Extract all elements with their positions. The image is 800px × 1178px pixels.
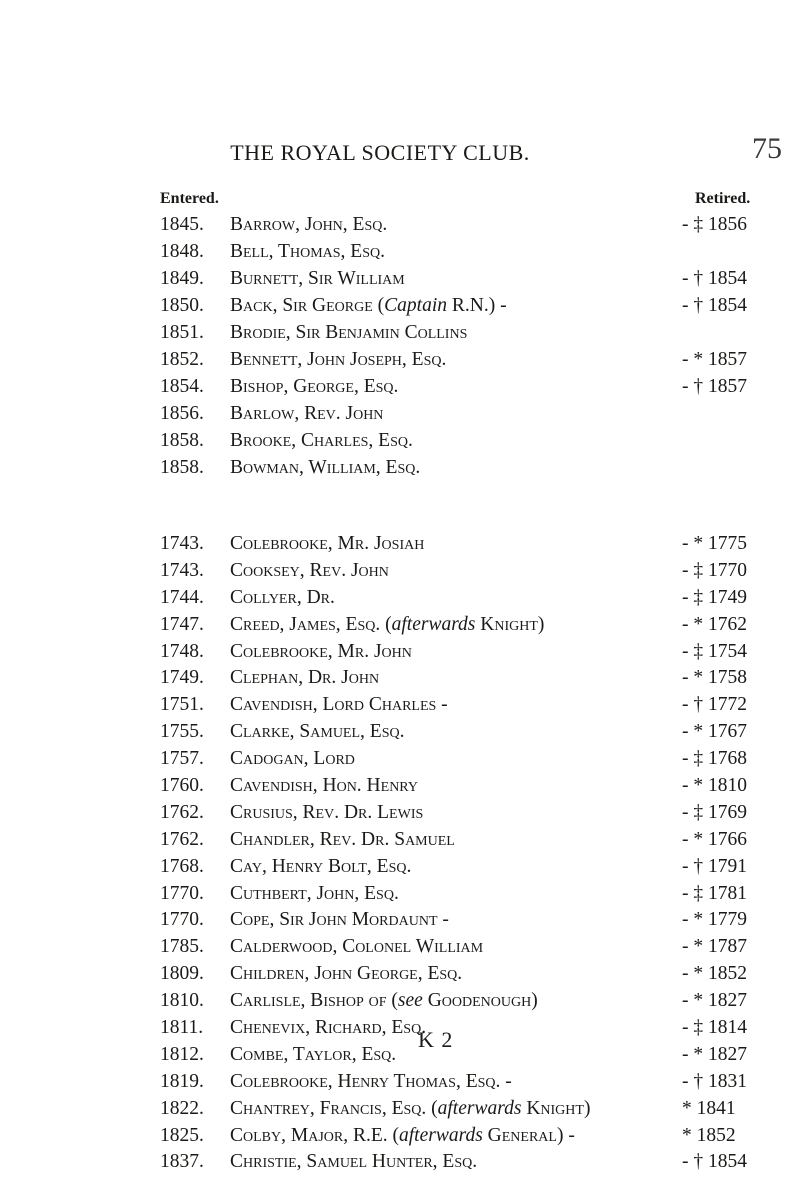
member-entry (160, 1044, 760, 1071)
entered-year: 1748. (160, 640, 204, 662)
retired-year: - † 1854 (682, 1151, 747, 1173)
member-entry (160, 856, 760, 883)
member-entry (160, 748, 760, 775)
retired-year: - ‡ 1769 (682, 801, 747, 823)
retired-year: * 1841 (682, 1097, 736, 1119)
member-name: Barrow, John, Esq. (230, 214, 388, 235)
entered-year: 1811. (160, 1017, 204, 1039)
entered-year: 1849. (160, 268, 204, 289)
retired-year: - ‡ 1781 (682, 882, 747, 904)
retired-year: - † 1772 (682, 694, 747, 716)
member-entry (160, 883, 760, 910)
member-name: Clephan, Dr. John (230, 667, 380, 689)
member-name: Carlisle, Bishop of (see Goodenough) (230, 990, 538, 1012)
member-entry (160, 641, 760, 668)
member-entry (160, 322, 760, 349)
member-entry (160, 990, 760, 1017)
entered-year: 1810. (160, 990, 204, 1012)
retired-year: - ‡ 1754 (682, 640, 747, 662)
entered-year: 1755. (160, 721, 204, 743)
entered-year: 1743. (160, 533, 204, 554)
entered-year: 1822. (160, 1097, 204, 1119)
entered-year: 1743. (160, 559, 204, 581)
member-name: Collyer, Dr. (230, 586, 335, 608)
entered-year: 1852. (160, 349, 204, 370)
member-name: Cavendish, Lord Charles - (230, 694, 448, 716)
member-entry (160, 829, 760, 856)
member-list-c (160, 533, 760, 1178)
member-name: Calderwood, Colonel William (230, 936, 484, 958)
member-name: Brodie, Sir Benjamin Collins (230, 322, 468, 343)
entered-year: 1851. (160, 322, 204, 343)
member-entry (160, 214, 760, 241)
entered-column-heading: Entered. (160, 190, 219, 207)
retired-year: - * 1762 (682, 613, 747, 635)
member-name: Bishop, George, Esq. (230, 376, 399, 397)
retired-year: - * 1810 (682, 775, 747, 797)
retired-year: - † 1854 (682, 268, 747, 289)
member-entry (160, 268, 760, 295)
member-entry (160, 457, 760, 484)
entered-year: 1825. (160, 1124, 204, 1146)
retired-column-heading: Retired. (695, 190, 751, 207)
entered-year: 1858. (160, 457, 204, 478)
member-entry (160, 1125, 760, 1152)
retired-year: - * 1827 (682, 1043, 747, 1065)
member-entry (160, 614, 760, 641)
retired-year: - * 1758 (682, 667, 747, 689)
retired-year: - ‡ 1814 (682, 1017, 747, 1039)
retired-year: * 1852 (682, 1124, 736, 1146)
member-entry (160, 533, 760, 560)
entered-year: 1856. (160, 403, 204, 424)
member-entry (160, 560, 760, 587)
retired-year: - * 1766 (682, 828, 747, 850)
member-name: Cay, Henry Bolt, Esq. (230, 855, 412, 877)
entered-year: 1854. (160, 376, 204, 397)
member-entry (160, 1098, 760, 1125)
entered-year: 1749. (160, 667, 204, 689)
member-name: Brooke, Charles, Esq. (230, 430, 413, 451)
member-name: Bell, Thomas, Esq. (230, 241, 385, 262)
member-name: Chantrey, Francis, Esq. (afterwards Knight) (230, 1097, 591, 1119)
entered-year: 1785. (160, 936, 204, 958)
member-name: Colebrooke, Mr. John (230, 640, 412, 662)
member-entry (160, 775, 760, 802)
signature-mark: K 2 (418, 1027, 454, 1052)
retired-year: - ‡ 1768 (682, 748, 747, 770)
entered-year: 1747. (160, 613, 204, 635)
retired-year: - † 1791 (682, 855, 747, 877)
member-name: Back, Sir George (Captain R.N.) - (230, 295, 507, 316)
member-entry (160, 667, 760, 694)
member-entry (160, 430, 760, 457)
member-name: Cavendish, Hon. Henry (230, 775, 418, 797)
entered-year: 1770. (160, 909, 204, 931)
running-head: THE ROYAL SOCIETY CLUB. (230, 140, 530, 165)
member-name: Cope, Sir John Mordaunt - (230, 909, 449, 931)
entered-year: 1837. (160, 1151, 204, 1173)
member-name: Creed, James, Esq. (afterwards Knight) (230, 613, 545, 635)
retired-year: - † 1854 (682, 295, 747, 316)
member-name: Combe, Taylor, Esq. (230, 1043, 397, 1065)
entered-year: 1850. (160, 295, 204, 316)
entered-year: 1762. (160, 828, 204, 850)
member-entry (160, 587, 760, 614)
member-entry (160, 1017, 760, 1044)
member-name: Colebrooke, Mr. Josiah (230, 533, 425, 554)
member-entry (160, 403, 760, 430)
entered-year: 1770. (160, 882, 204, 904)
member-name: Clarke, Samuel, Esq. (230, 721, 405, 743)
entered-year: 1848. (160, 241, 204, 262)
retired-year: - ‡ 1856 (682, 214, 747, 235)
member-list-b (160, 214, 760, 484)
member-name: Burnett, Sir William (230, 268, 405, 289)
member-name: Chenevix, Richard, Esq. (230, 1017, 427, 1039)
member-name: Cadogan, Lord (230, 748, 355, 770)
member-entry (160, 295, 760, 322)
retired-year: - * 1857 (682, 349, 747, 370)
member-name: Cooksey, Rev. John (230, 559, 389, 581)
member-name: Colebrooke, Henry Thomas, Esq. - (230, 1070, 512, 1092)
retired-year: - * 1779 (682, 909, 747, 931)
member-entry (160, 909, 760, 936)
member-entry (160, 1071, 760, 1098)
member-name: Chandler, Rev. Dr. Samuel (230, 828, 455, 850)
member-entry (160, 241, 760, 268)
member-name: Barlow, Rev. John (230, 403, 384, 424)
member-entry (160, 802, 760, 829)
member-name: Bennett, John Joseph, Esq. (230, 349, 447, 370)
retired-year: - ‡ 1770 (682, 559, 747, 581)
member-name: Christie, Samuel Hunter, Esq. (230, 1151, 478, 1173)
retired-year: - ‡ 1749 (682, 586, 747, 608)
member-entry (160, 349, 760, 376)
retired-year: - * 1852 (682, 963, 747, 985)
entered-year: 1812. (160, 1043, 204, 1065)
member-name: Children, John George, Esq. (230, 963, 463, 985)
entered-year: 1845. (160, 214, 204, 235)
member-name: Crusius, Rev. Dr. Lewis (230, 801, 424, 823)
member-entry (160, 963, 760, 990)
retired-year: - * 1827 (682, 990, 747, 1012)
member-name: Bowman, William, Esq. (230, 457, 421, 478)
page-number: 75 (752, 132, 782, 165)
retired-year: - * 1787 (682, 936, 747, 958)
entered-year: 1751. (160, 694, 204, 716)
member-entry (160, 376, 760, 403)
entered-year: 1809. (160, 963, 204, 985)
member-name: Colby, Major, R.E. (afterwards General) - (230, 1124, 575, 1146)
member-entry (160, 694, 760, 721)
entered-year: 1768. (160, 855, 204, 877)
member-name: Cuthbert, John, Esq. (230, 882, 399, 904)
member-entry (160, 1151, 760, 1178)
retired-year: - * 1775 (682, 533, 747, 554)
retired-year: - † 1831 (682, 1070, 747, 1092)
entered-year: 1757. (160, 748, 204, 770)
entered-year: 1744. (160, 586, 204, 608)
retired-year: - † 1857 (682, 376, 747, 397)
member-entry (160, 721, 760, 748)
retired-year: - * 1767 (682, 721, 747, 743)
entered-year: 1762. (160, 801, 204, 823)
entered-year: 1819. (160, 1070, 204, 1092)
member-entry (160, 936, 760, 963)
entered-year: 1858. (160, 430, 204, 451)
entered-year: 1760. (160, 775, 204, 797)
